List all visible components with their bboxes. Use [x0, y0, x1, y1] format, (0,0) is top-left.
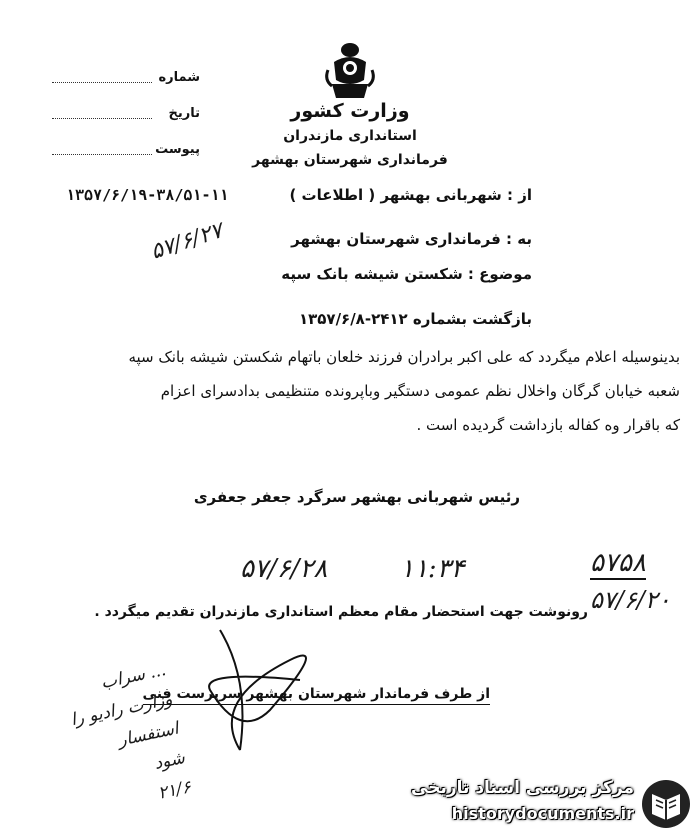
side-note-line: ۲۱/۶	[156, 777, 193, 804]
body-line: که باقرار وه کفاله بازداشت گردیده است .	[416, 416, 680, 434]
handwritten-side-note	[6, 655, 194, 835]
letter-to: به : فرمانداری شهرستان بهشهر	[291, 230, 532, 248]
cc-note: رونوشت جهت استحضار مقام معظم استانداری مازندران تقدیم میگردد .	[94, 604, 588, 620]
date-field	[52, 104, 200, 130]
attachment-field	[52, 140, 200, 166]
header-fields	[52, 68, 200, 166]
body-line: بدینوسیله اعلام میگردد که علی اکبر برادران فرزند خلعان باتهام شکستن شیشه بانک سپه	[128, 348, 680, 366]
handwritten-top-note-text: ۵۷/۶/۲۷	[147, 218, 226, 265]
number-field	[52, 68, 200, 94]
side-note-line: شود	[152, 747, 187, 774]
province-title: استانداری مازندران	[283, 128, 417, 144]
police-signature: رئیس شهربانی بهشهر سرگرد جعفر جعفری	[193, 488, 520, 506]
attachment-dotted-line	[52, 154, 152, 155]
ministry-title: وزارت کشور	[290, 100, 410, 122]
letter-number-date: ۱۳۵۷/۶/۱۹-۳۸/۵۱-۱۱	[66, 186, 229, 204]
handwritten-registry-number: ۵۷۵۸	[590, 548, 646, 578]
handwritten-received-date: ۵۷/۶/۲۸	[240, 554, 328, 584]
letter-subject: موضوع : شکستن شیشه بانک سپه	[281, 265, 532, 283]
side-note-line: وزارت رادیو را استفسار	[69, 689, 181, 751]
handwritten-registry-date: ۵۷/۶/۲۰	[590, 586, 671, 614]
body-line: شعبه خیابان گرگان واخلال نظم عمومی دستگیر وباپرونده متنظیمی بدادسرای اعزام	[160, 382, 680, 400]
watermark	[400, 772, 696, 836]
letter-from: از : شهربانی بهشهر ( اطلاعات )	[289, 186, 532, 204]
cc-signature: از طرف فرماندار شهرستان بهشهر سرپرست فنی	[143, 686, 490, 705]
side-note-line: ... سراب	[99, 659, 168, 694]
number-dotted-line	[52, 82, 152, 83]
lion-and-sun-emblem-icon	[320, 40, 380, 102]
date-dotted-line	[52, 118, 152, 119]
attachment-label: پیوست	[155, 142, 200, 157]
archive-book-logo-icon	[640, 778, 692, 830]
handwritten-time-number: ۱۱:۳۴	[400, 554, 465, 584]
county-title: فرمانداری شهرستان بهشهر	[252, 152, 448, 168]
number-label: شماره	[158, 70, 200, 85]
date-label: تاریخ	[168, 106, 200, 121]
letter-reference: بازگشت بشماره ۲۴۱۲-۱۳۵۷/۶/۸	[298, 310, 532, 328]
letter-body	[20, 345, 680, 447]
watermark-url: historydocuments.ir	[451, 804, 634, 823]
watermark-title: مرکز بررسی اسناد تاریخی	[411, 778, 634, 798]
handwritten-top-note	[148, 219, 226, 265]
